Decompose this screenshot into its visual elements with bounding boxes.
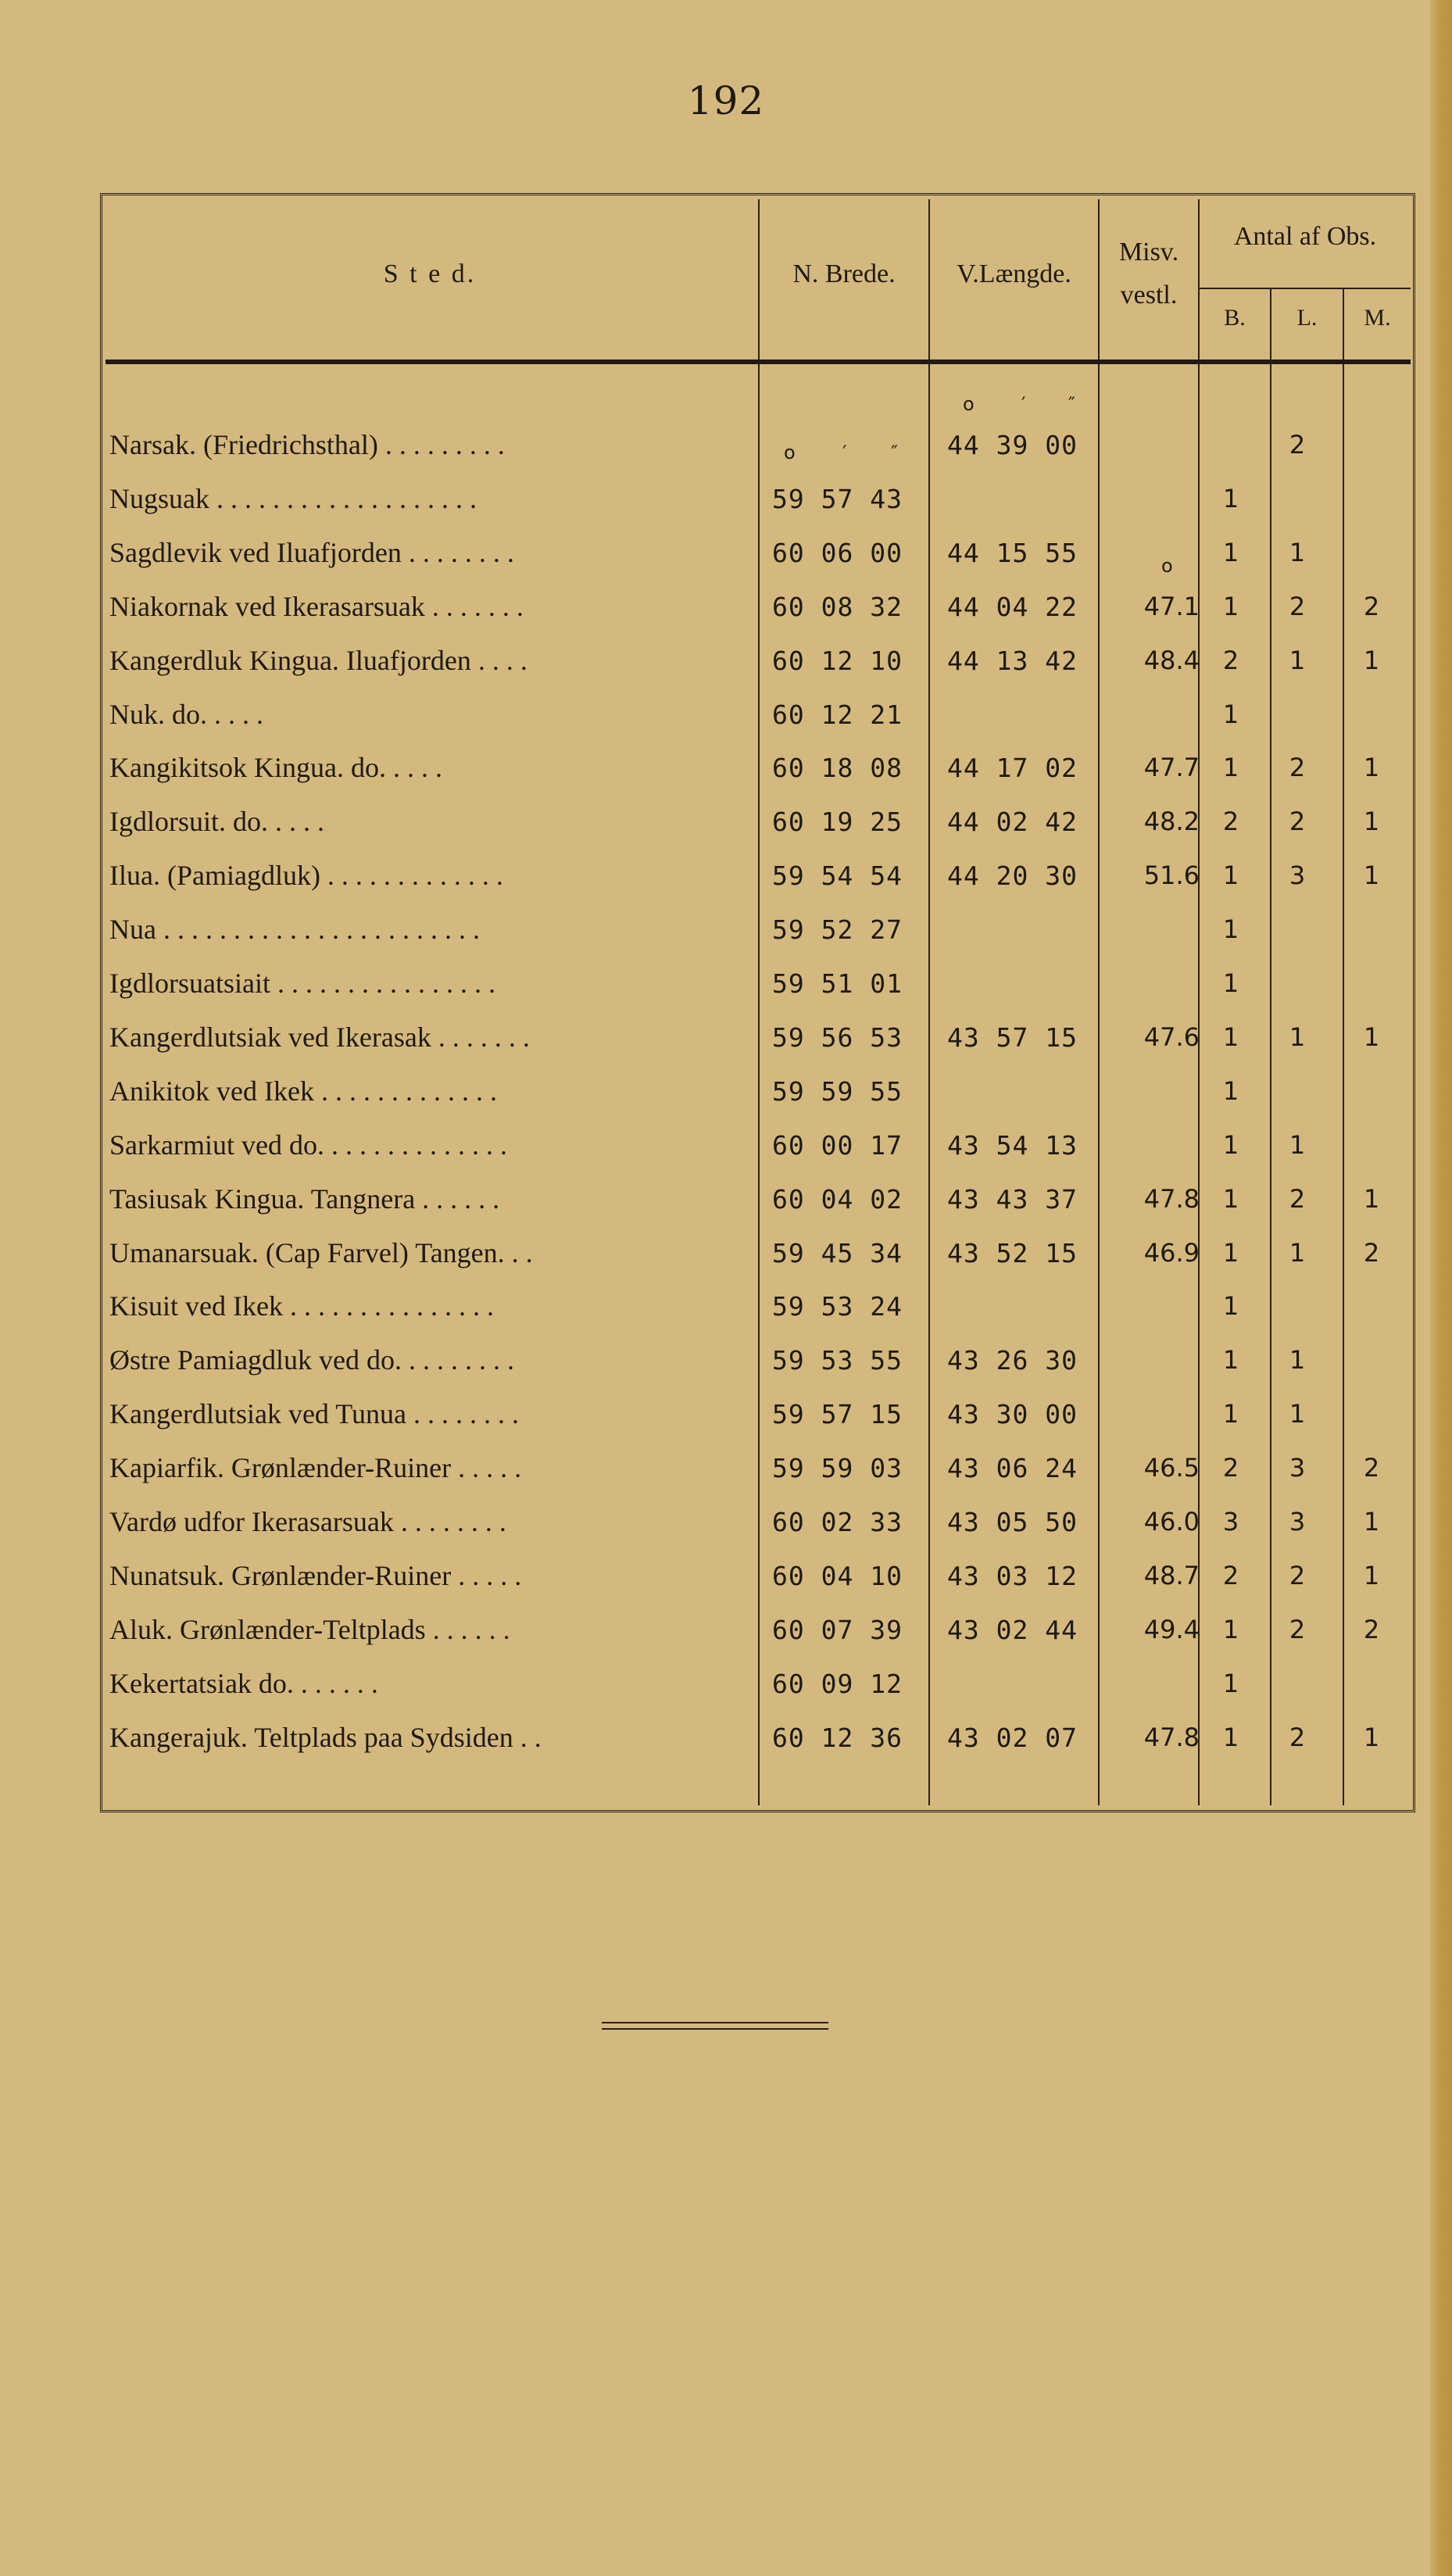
place-name: Igdlorsuit. do. . . . . (109, 806, 324, 837)
n-brede-value: 60 12 10 (772, 646, 903, 676)
obs-l-value (1274, 1065, 1321, 1118)
place-name: Tasiusak Kingua. Tangnera . . . . . . (109, 1183, 500, 1215)
n-brede-value: 60 07 39 (772, 1615, 903, 1645)
obs-l-value: 3 (1289, 1507, 1306, 1537)
misv-value (1098, 419, 1200, 471)
obs-l-value: 2 (1289, 1561, 1306, 1590)
obs-b-value (1207, 419, 1254, 471)
obs-m-value (1348, 689, 1395, 741)
misv-value (1098, 527, 1200, 579)
v-laengde-value: 43 06 24 (947, 1453, 1078, 1483)
n-brede-value: 60 08 32 (772, 592, 903, 622)
table-row (0, 1550, 1452, 1602)
n-brede-value: 60 12 36 (772, 1723, 903, 1753)
n-brede-value: 59 54 54 (772, 860, 903, 891)
place-name: Sarkarmiut ved do. . . . . . . . . . . . . . (109, 1129, 507, 1161)
obs-l-value: 1 (1289, 1022, 1306, 1052)
place-name: Nuk. do. . . . . (109, 699, 263, 730)
misv-value: 46.0 (1143, 1507, 1200, 1537)
unit-sec-nb: ″ (891, 442, 898, 463)
misv-value: 51.6 (1143, 860, 1200, 890)
obs-b-value: 1 (1222, 968, 1239, 998)
obs-m-value (1348, 1658, 1395, 1710)
table-row (0, 689, 1452, 741)
obs-b-value: 2 (1222, 1561, 1239, 1590)
v-laengde-value: 44 20 30 (947, 860, 1078, 891)
obs-m-value (1348, 527, 1395, 579)
misv-value: 49.4 (1143, 1615, 1200, 1644)
obs-m-value: 2 (1363, 592, 1380, 621)
place-name: Niakornak ved Ikerasarsuak . . . . . . . (109, 591, 524, 622)
obs-m-value: 1 (1363, 1507, 1380, 1537)
n-brede-value: 60 04 02 (772, 1184, 903, 1215)
obs-b-value: 2 (1222, 807, 1239, 836)
place-name: Kapiarfik. Grønlænder-Ruiner . . . . . (109, 1452, 522, 1483)
place-name: Kangerdluk Kingua. Iluafjorden . . . . (109, 645, 528, 676)
obs-m-value: 2 (1363, 1615, 1380, 1644)
misv-value: 47.8 (1143, 1723, 1200, 1752)
obs-l-value: 2 (1289, 1184, 1306, 1214)
table-row (0, 581, 1452, 633)
header-l: L. (1296, 305, 1318, 331)
obs-b-value: 1 (1222, 538, 1239, 567)
v-laengde-value (947, 1658, 1107, 1710)
n-brede-value: 59 59 03 (772, 1453, 903, 1483)
obs-m-value: 1 (1363, 860, 1380, 890)
header-rule (106, 360, 1411, 364)
obs-b-value: 1 (1222, 1723, 1239, 1752)
n-brede-value: 60 18 08 (772, 753, 903, 783)
table-row (0, 1280, 1452, 1333)
obs-l-value: 2 (1289, 430, 1306, 460)
table-row (0, 742, 1452, 794)
obs-m-value: 1 (1363, 1184, 1380, 1214)
obs-m-value (1348, 1388, 1395, 1440)
place-name: Kisuit ved Ikek . . . . . . . . . . . . . . . (109, 1290, 494, 1322)
header-v-laengde: V.Længde. (957, 259, 1071, 288)
obs-b-value: 1 (1222, 699, 1239, 729)
v-laengde-value: 43 43 37 (947, 1184, 1078, 1215)
obs-b-value: 1 (1222, 1669, 1239, 1698)
obs-m-value: 2 (1363, 1238, 1380, 1268)
header-m: M. (1364, 305, 1391, 331)
misv-value: 47.8 (1143, 1184, 1200, 1214)
table-row (0, 903, 1452, 956)
v-laengde-value: 43 30 00 (947, 1399, 1078, 1429)
table-row (0, 796, 1452, 848)
v-laengde-value: 43 54 13 (947, 1130, 1078, 1161)
v-laengde-value (947, 1065, 1107, 1118)
place-name: Narsak. (Friedrichsthal) . . . . . . . . . (109, 429, 505, 460)
table-row (0, 1496, 1452, 1548)
unit-deg-vl: o (963, 393, 975, 415)
table-row (0, 1227, 1452, 1279)
v-laengde-value: 44 02 42 (947, 807, 1078, 837)
obs-m-value: 1 (1363, 1561, 1380, 1590)
place-name: Nunatsuk. Grønlænder-Ruiner . . . . . (109, 1560, 522, 1591)
obs-l-value: 1 (1289, 646, 1306, 675)
place-name: Ilua. (Pamiagdluk) . . . . . . . . . . . . . (109, 860, 503, 891)
v-laengde-value: 44 15 55 (947, 538, 1078, 568)
header-n-brede: N. Brede. (792, 259, 896, 288)
place-name: Aluk. Grønlænder-Teltplads . . . . . . (109, 1614, 510, 1645)
obs-b-value: 1 (1222, 1238, 1239, 1268)
obs-m-value: 1 (1363, 753, 1380, 782)
n-brede-value: 59 45 34 (772, 1238, 903, 1268)
misv-value (1098, 1388, 1200, 1440)
n-brede-value: 59 52 27 (772, 914, 903, 945)
misv-value (1098, 473, 1200, 525)
obs-b-value: 3 (1222, 1507, 1239, 1537)
obs-l-value: 3 (1289, 1453, 1306, 1483)
unit-deg-mv: o (1161, 555, 1173, 577)
obs-m-value: 2 (1363, 1453, 1380, 1483)
misv-value (1098, 957, 1200, 1010)
obs-m-value: 1 (1363, 807, 1380, 836)
n-brede-value: 59 57 15 (772, 1399, 903, 1429)
obs-b-value: 1 (1222, 1399, 1239, 1429)
obs-b-value: 1 (1222, 1615, 1239, 1644)
obs-l-value: 2 (1289, 592, 1306, 621)
obs-m-value (1348, 1119, 1395, 1172)
obs-b-value: 1 (1222, 860, 1239, 890)
antal-underline (1200, 288, 1411, 289)
place-name: Kekertatsiak do. . . . . . . (109, 1668, 378, 1699)
misv-value (1098, 1334, 1200, 1386)
obs-m-value (1348, 1334, 1395, 1386)
place-name: Nugsuak . . . . . . . . . . . . . . . . . . . (109, 483, 477, 514)
obs-l-value (1274, 903, 1321, 956)
misv-value: 47.1 (1143, 592, 1200, 621)
obs-b-value: 1 (1222, 1184, 1239, 1214)
table-row (0, 419, 1452, 471)
table-row (0, 1604, 1452, 1656)
table-row (0, 1658, 1452, 1710)
obs-l-value: 1 (1289, 1345, 1306, 1375)
obs-m-value (1348, 419, 1395, 471)
obs-l-value: 3 (1289, 860, 1306, 890)
table-row (0, 527, 1452, 579)
place-name: Kangerdlutsiak ved Ikerasak . . . . . . . (109, 1021, 530, 1053)
n-brede-value: 59 57 43 (772, 484, 903, 514)
v-laengde-value: 44 13 42 (947, 646, 1078, 676)
v-laengde-value: 44 39 00 (947, 430, 1078, 460)
table-row (0, 1712, 1452, 1764)
place-name: Igdlorsuatsiait . . . . . . . . . . . . . . . . (109, 968, 495, 999)
n-brede-value: 60 00 17 (772, 1130, 903, 1161)
unit-sec-vl: ″ (1068, 393, 1075, 415)
n-brede-value (772, 419, 928, 471)
place-name: Kangerajuk. Teltplads paa Sydsiden . . (109, 1722, 542, 1753)
obs-b-value: 1 (1222, 1345, 1239, 1375)
obs-b-value: 1 (1222, 1130, 1239, 1160)
n-brede-value: 59 51 01 (772, 968, 903, 999)
obs-m-value (1348, 903, 1395, 956)
obs-l-value: 2 (1289, 1615, 1306, 1644)
misv-value: 48.4 (1143, 646, 1200, 675)
table-row (0, 1388, 1452, 1440)
place-name: Nua . . . . . . . . . . . . . . . . . . . . . . . (109, 914, 480, 945)
v-laengde-value: 44 17 02 (947, 753, 1078, 783)
obs-b-value: 2 (1222, 1453, 1239, 1483)
obs-l-value: 2 (1289, 1723, 1306, 1752)
table-row (0, 1119, 1452, 1172)
misv-value: 47.6 (1143, 1022, 1200, 1052)
n-brede-value: 59 53 55 (772, 1345, 903, 1376)
obs-m-value (1348, 957, 1395, 1010)
table-row (0, 635, 1452, 687)
misv-value (1098, 1065, 1200, 1118)
n-brede-value: 60 02 33 (772, 1507, 903, 1537)
obs-l-value: 1 (1289, 538, 1306, 567)
table-row (0, 1334, 1452, 1386)
v-laengde-value: 43 02 44 (947, 1615, 1078, 1645)
n-brede-value: 60 19 25 (772, 807, 903, 837)
table-row (0, 957, 1452, 1010)
table-row (0, 1065, 1452, 1118)
misv-value: 47.7 (1143, 753, 1200, 782)
obs-l-value: 1 (1289, 1130, 1306, 1160)
v-laengde-value: 43 02 07 (947, 1723, 1078, 1753)
place-name: Vardø udfor Ikerasarsuak . . . . . . . . (109, 1506, 506, 1537)
n-brede-value: 60 04 10 (772, 1561, 903, 1591)
v-laengde-value: 44 04 22 (947, 592, 1078, 622)
misv-value: 46.5 (1143, 1453, 1200, 1483)
obs-l-value (1274, 473, 1321, 525)
unit-deg-nb: o (784, 442, 796, 463)
obs-l-value (1274, 1280, 1321, 1333)
header-antal: Antal af Obs. (1233, 222, 1377, 251)
obs-l-value: 1 (1289, 1399, 1306, 1429)
obs-b-value: 1 (1222, 484, 1239, 513)
table-row (0, 1442, 1452, 1494)
obs-m-value: 1 (1363, 646, 1380, 675)
v-laengde-value (947, 957, 1107, 1010)
n-brede-value: 59 53 24 (772, 1291, 903, 1322)
v-laengde-value (947, 473, 1107, 525)
place-name: Anikitok ved Ikek . . . . . . . . . . . . . (109, 1075, 497, 1107)
obs-b-value: 1 (1222, 1076, 1239, 1106)
obs-m-value (1348, 1280, 1395, 1333)
misv-value (1098, 1658, 1200, 1710)
n-brede-value: 60 12 21 (772, 699, 903, 730)
obs-b-value: 1 (1222, 1291, 1239, 1321)
misv-value: 48.2 (1143, 807, 1200, 836)
obs-b-value: 1 (1222, 753, 1239, 782)
n-brede-value: 60 06 00 (772, 538, 903, 568)
obs-l-value: 1 (1289, 1238, 1306, 1268)
unit-min-nb: ′ (842, 442, 847, 463)
v-laengde-value (947, 689, 1107, 741)
obs-l-value: 2 (1289, 807, 1306, 836)
obs-m-value: 1 (1363, 1022, 1380, 1052)
n-brede-value: 60 09 12 (772, 1669, 903, 1699)
place-name: Kangerdlutsiak ved Tunua . . . . . . . . (109, 1398, 519, 1429)
place-name: Kangikitsok Kingua. do. . . . . (109, 752, 442, 783)
place-name: Sagdlevik ved Iluafjorden . . . . . . . . (109, 537, 514, 568)
place-name: Østre Pamiagdluk ved do. . . . . . . . . (109, 1344, 514, 1376)
footer-rule-top (602, 2022, 828, 2023)
obs-m-value (1348, 473, 1395, 525)
v-laengde-value (947, 1280, 1107, 1333)
v-laengde-value (947, 903, 1107, 956)
table-row (0, 1173, 1452, 1225)
v-laengde-value: 43 26 30 (947, 1345, 1078, 1376)
misv-value (1098, 1119, 1200, 1172)
misv-value: 48.7 (1143, 1561, 1200, 1590)
misv-value (1098, 689, 1200, 741)
obs-m-value: 1 (1363, 1723, 1380, 1752)
footer-rule-bottom (602, 2028, 828, 2030)
misv-value (1098, 903, 1200, 956)
table-row (0, 1011, 1452, 1064)
n-brede-value: 59 59 55 (772, 1076, 903, 1107)
obs-b-value: 1 (1222, 914, 1239, 944)
header-sted: S t e d. (383, 259, 477, 288)
v-laengde-value: 43 52 15 (947, 1238, 1078, 1268)
v-laengde-value: 43 03 12 (947, 1561, 1078, 1591)
misv-value (1098, 1280, 1200, 1333)
unit-min-vl: ′ (1021, 393, 1026, 415)
obs-l-value (1274, 1658, 1321, 1710)
table-row (0, 473, 1452, 525)
obs-l-value: 2 (1289, 753, 1306, 782)
header-b: B. (1224, 305, 1246, 331)
header-misv-2: vestl. (1120, 281, 1178, 309)
misv-value: 46.9 (1143, 1238, 1200, 1268)
obs-b-value: 1 (1222, 592, 1239, 621)
obs-l-value (1274, 689, 1321, 741)
table-row (0, 850, 1452, 902)
v-laengde-value: 43 05 50 (947, 1507, 1078, 1537)
obs-b-value: 1 (1222, 1022, 1239, 1052)
obs-l-value (1274, 957, 1321, 1010)
page-number: 192 (687, 78, 765, 123)
place-name: Umanarsuak. (Cap Farvel) Tangen. . . (109, 1237, 533, 1268)
header-misv-1: Misv. (1118, 238, 1179, 267)
n-brede-value: 59 56 53 (772, 1022, 903, 1053)
obs-m-value (1348, 1065, 1395, 1118)
obs-b-value: 2 (1222, 646, 1239, 675)
v-laengde-value: 43 57 15 (947, 1022, 1078, 1053)
